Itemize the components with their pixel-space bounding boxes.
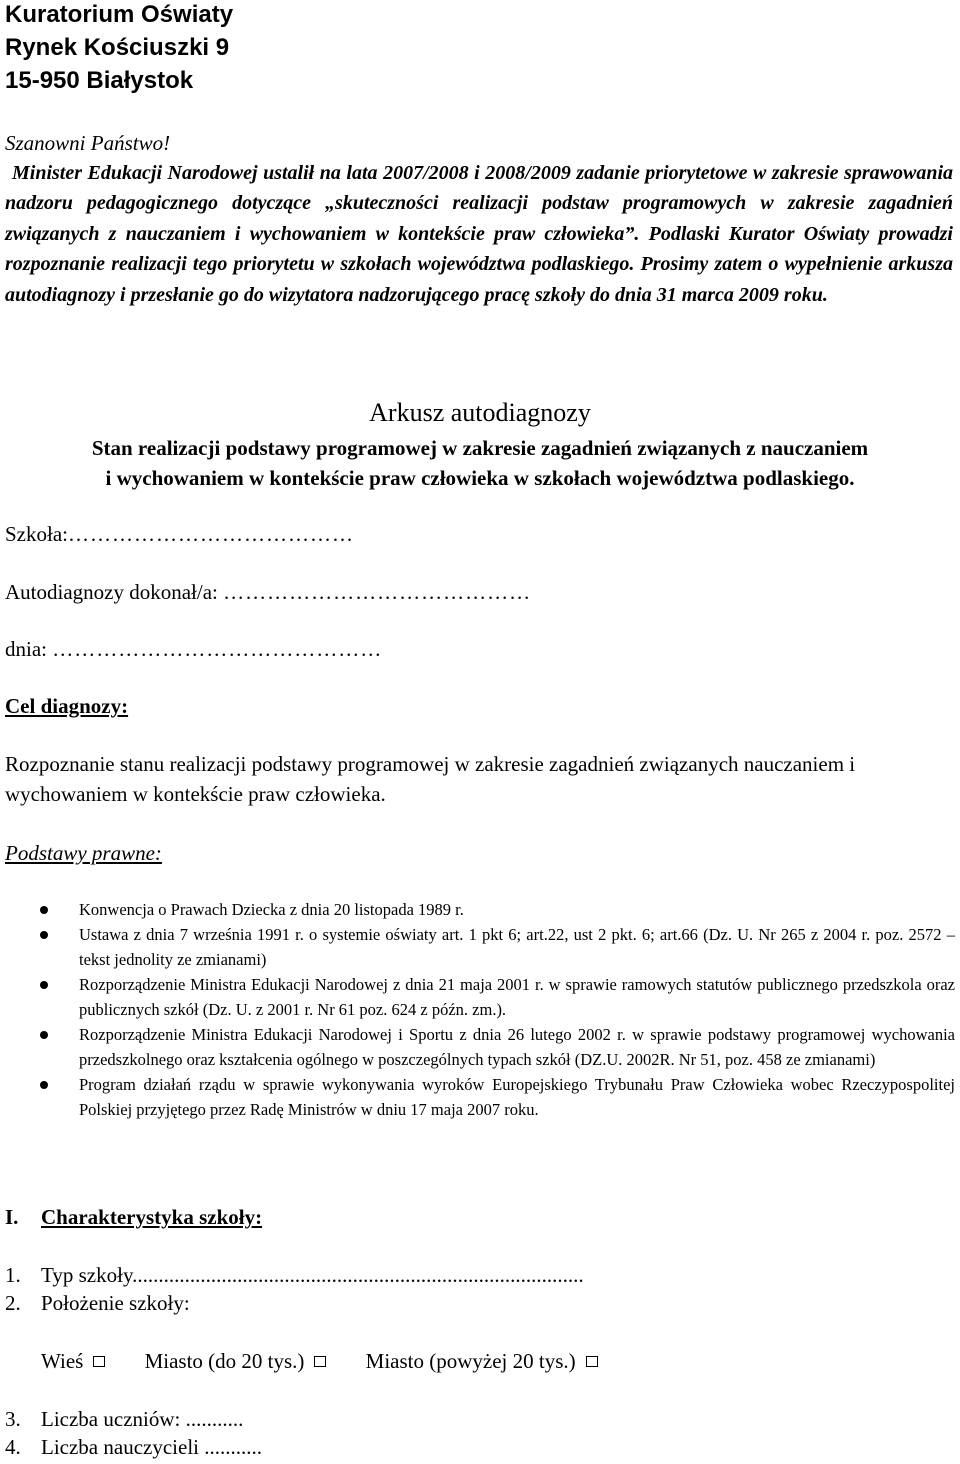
list-item: Rozporządzenie Ministra Edukacji Narodowej z dnia 21 maja 2001 r. w sprawie ramowych statutów publicznego przedszkola oraz publicznych szkół (Dz. U. z 2001 r. Nr 61 poz. 624 z późn. zm.). xyxy=(40,972,955,1022)
question-text: Położenie szkoły: xyxy=(41,1291,190,1315)
bullet-icon xyxy=(40,1031,48,1039)
school-label: Szkoła: xyxy=(5,522,68,546)
question-teachers[interactable] xyxy=(5,1432,262,1462)
question-students[interactable] xyxy=(5,1404,243,1434)
address-line-1: Kuratorium Oświaty xyxy=(5,1,234,28)
question-location xyxy=(5,1288,190,1318)
question-number: 1. xyxy=(5,1263,21,1287)
address-line-3: 15-950 Białystok xyxy=(5,67,194,94)
legal-heading: Podstawy prawne: xyxy=(5,841,162,865)
author-label: Autodiagnozy dokonał/a: xyxy=(5,580,218,604)
legal-basis-list xyxy=(40,897,955,1122)
form-subtitle xyxy=(0,433,960,493)
form-subtitle-line-2: i wychowaniem w kontekście praw człowieka w szkołach województwa podlaskiego. xyxy=(105,466,855,490)
checkbox-icon[interactable] xyxy=(314,1356,326,1367)
bullet-icon xyxy=(40,981,48,989)
greeting: Szanowni Państwo! xyxy=(5,131,171,155)
author-field[interactable] xyxy=(5,577,531,607)
checkbox-icon[interactable] xyxy=(586,1356,598,1367)
bullet-icon xyxy=(40,931,48,939)
intro-text: Minister Edukacji Narodowej ustalił na lata 2007/2008 i 2008/2009 zadanie priorytetowe w zakresie sprawowania nadzoru pedagogicznego dotyczące „skuteczności realizacji podstaw programowych w zakresie zagadnień związanych z nauczaniem i wychowaniem w kontekście praw człowieka”. Podlaski Kurator Oświaty prowadzi rozpoznanie realizacji tego priorytetu w szkołach województwa podlaskiego. Prosimy zatem o wypełnienie arkusza autodiagnozy i przesłanie go do wizytatora nadzorującego pracę szkoły do dnia 31 marca 2009 roku. xyxy=(5,162,953,306)
list-item: Program działań rządu w sprawie wykonywania wyroków Europejskiego Trybunału Praw Człowieka wobec Rzeczypospolitej Polskiej przyjętego przez Radę Ministrów w dniu 17 maja 2007 roku. xyxy=(40,1072,955,1122)
option-large-city[interactable]: Miasto (powyżej 20 tys.) xyxy=(366,1346,598,1376)
date-field[interactable] xyxy=(5,634,382,664)
list-item: Rozporządzenie Ministra Edukacji Narodowej i Sportu z dnia 26 lutego 2002 r. w sprawie podstawy programowej wychowania przedszkolnego oraz kształcenia ogólnego w poszczególnych typach szkół (DZ.U. 2002R. Nr 51, poz. 458 ze zmianami) xyxy=(40,1022,955,1072)
list-item: Konwencja o Prawach Dziecka z dnia 20 listopada 1989 r. xyxy=(40,897,955,922)
form-subtitle-line-1: Stan realizacji podstawy programowej w zakresie zagadnień związanych z nauczaniem xyxy=(91,436,869,460)
section-heading xyxy=(5,1202,262,1232)
school-dots[interactable]: ………………………………… xyxy=(68,522,354,546)
author-dots[interactable]: …………………………………… xyxy=(223,580,532,604)
question-text[interactable]: Liczba uczniów: ........... xyxy=(41,1407,244,1431)
question-text[interactable]: Typ szkoły...................................................................................... xyxy=(41,1263,584,1287)
option-village[interactable]: Wieś xyxy=(41,1346,105,1376)
question-number: 4. xyxy=(5,1435,21,1459)
question-school-type[interactable] xyxy=(5,1260,584,1290)
list-item: Ustawa z dnia 7 września 1991 r. o systemie oświaty art. 1 pkt 6; art.22, ust 2 pkt. 6; art.66 (Dz. U. Nr 265 z 2004 r. poz. 2572 – tekst jednolity ze zmianami) xyxy=(40,922,955,972)
goal-text: Rozpoznanie stanu realizacji podstawy programowej w zakresie zagadnień związanych nauczaniem i wychowaniem w kontekście praw człowieka. xyxy=(5,752,856,806)
goal-heading: Cel diagnozy: xyxy=(5,694,129,718)
date-dots[interactable]: ……………………………………… xyxy=(52,637,383,661)
intro-paragraph xyxy=(5,158,953,310)
recipient-address xyxy=(5,0,233,97)
question-number: 3. xyxy=(5,1407,21,1431)
question-text[interactable]: Liczba nauczycieli ........... xyxy=(41,1435,262,1459)
option-small-city[interactable]: Miasto (do 20 tys.) xyxy=(145,1346,327,1376)
question-number: 2. xyxy=(5,1291,21,1315)
section-title: Charakterystyka szkoły: xyxy=(41,1205,263,1229)
location-options xyxy=(41,1346,598,1376)
school-field[interactable] xyxy=(5,519,354,549)
form-title: Arkusz autodiagnozy xyxy=(369,398,591,427)
date-label: dnia: xyxy=(5,637,47,661)
section-number: I. xyxy=(5,1205,19,1229)
checkbox-icon[interactable] xyxy=(93,1356,105,1367)
bullet-icon xyxy=(40,1081,48,1089)
address-line-2: Rynek Kościuszki 9 xyxy=(5,34,230,61)
bullet-icon xyxy=(40,906,48,914)
